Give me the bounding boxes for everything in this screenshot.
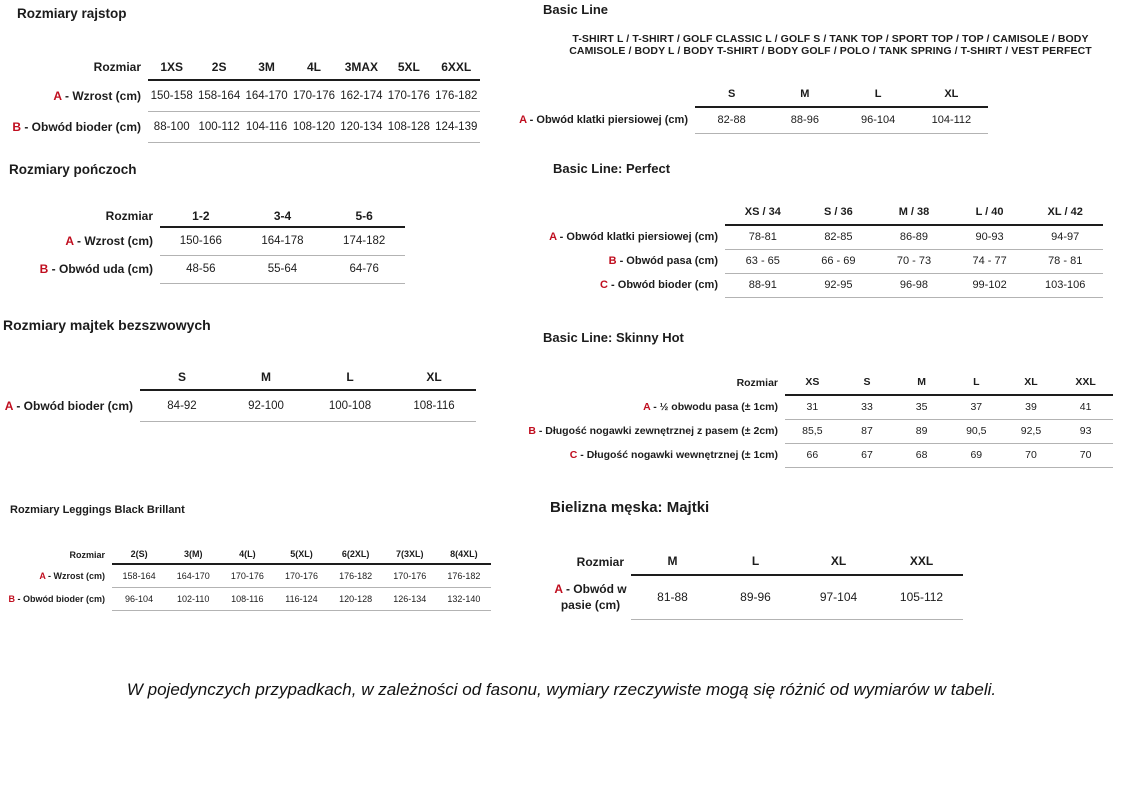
row-letter: B: [8, 593, 15, 604]
column-header: M: [894, 370, 949, 395]
size-corner-label: [505, 200, 725, 225]
size-corner-label: [490, 82, 695, 107]
column-header: S: [840, 370, 895, 395]
row-label-text: - Obwód bioder (cm): [608, 279, 718, 291]
value-cell: 104-116: [243, 111, 290, 142]
basic-line-table: [490, 82, 988, 134]
majtki-meskie-title: Bielizna męska: Majtki: [550, 499, 710, 516]
value-cell: 37: [949, 395, 1004, 419]
column-header: 4L: [290, 54, 337, 80]
value-cell: 90-93: [952, 225, 1028, 249]
row-label: [550, 575, 631, 619]
value-cell: 108-116: [220, 587, 274, 610]
table-header-row: [0, 545, 491, 564]
value-cell: 92-95: [801, 273, 877, 297]
value-cell: 96-104: [112, 587, 166, 610]
table-row: [10, 227, 405, 255]
table-row: [0, 390, 476, 421]
value-cell: 90,5: [949, 419, 1004, 443]
row-label: [0, 564, 112, 587]
value-cell: 33: [840, 395, 895, 419]
row-letter: C: [600, 279, 608, 291]
column-header: 2(S): [112, 545, 166, 564]
row-letter: A: [65, 234, 74, 248]
row-label: [10, 227, 160, 255]
column-header: 5(XL): [274, 545, 328, 564]
table-row: [0, 587, 491, 610]
column-header: XS / 34: [725, 200, 801, 225]
value-cell: 108-116: [392, 390, 476, 421]
footnote-text: W pojedynczych przypadkach, w zależności od fasonu, wymiary rzeczywiste mogą się różnić od wymiarów w tabeli.: [126, 680, 997, 699]
column-header: 6(2XL): [329, 545, 383, 564]
row-label-text: - Wzrost (cm): [73, 234, 153, 248]
value-cell: 170-176: [274, 564, 328, 587]
table-row: [500, 395, 1113, 419]
value-cell: 176-182: [329, 564, 383, 587]
value-cell: 81-88: [631, 575, 714, 619]
row-label-text: - Długość nogawki zewnętrznej z pasem (± 2cm): [535, 425, 778, 437]
value-cell: 108-128: [385, 111, 432, 142]
size-corner-label: Rozmiar: [69, 549, 105, 560]
table-header-row: [550, 548, 963, 575]
value-cell: 78-81: [725, 225, 801, 249]
ponczoch-title: Rozmiary pończoch: [9, 162, 137, 177]
row-label-text: - Wzrost (cm): [45, 570, 105, 581]
value-cell: 100-112: [195, 111, 242, 142]
row-letter: B: [528, 425, 536, 437]
value-cell: 82-85: [801, 225, 877, 249]
value-cell: 170-176: [383, 564, 437, 587]
row-label-text: - Obwód klatki piersiowej (cm): [526, 114, 688, 126]
value-cell: 100-108: [308, 390, 392, 421]
value-cell: 124-139: [433, 111, 480, 142]
row-label: [500, 443, 785, 467]
value-cell: 96-104: [842, 107, 915, 133]
value-cell: 150-166: [160, 227, 242, 255]
column-header: S: [140, 365, 224, 390]
column-header: 3(M): [166, 545, 220, 564]
row-label-text: - Obwód pasa (cm): [616, 255, 718, 267]
value-cell: 69: [949, 443, 1004, 467]
row-label-text: - Obwód bioder (cm): [13, 398, 133, 413]
row-label-text: - ½ obwodu pasa (± 1cm): [650, 401, 778, 413]
value-cell: 89-96: [714, 575, 797, 619]
table-row: [505, 225, 1103, 249]
value-cell: 70: [1004, 443, 1059, 467]
value-cell: 55-64: [242, 255, 324, 283]
value-cell: 89: [894, 419, 949, 443]
row-letter: B: [12, 119, 21, 134]
value-cell: 35: [894, 395, 949, 419]
value-cell: 84-92: [140, 390, 224, 421]
table-row: [490, 107, 988, 133]
row-label-text: - Długość nogawki wewnętrznej (± 1cm): [577, 449, 778, 461]
column-header: L: [842, 82, 915, 107]
value-cell: 164-170: [243, 80, 290, 111]
row-letter: B: [608, 255, 617, 267]
column-header: M: [768, 82, 841, 107]
value-cell: 92-100: [224, 390, 308, 421]
value-cell: 82-88: [695, 107, 768, 133]
leggings-title: Rozmiary Leggings Black Brillant: [10, 504, 185, 516]
column-header: M: [631, 548, 714, 575]
ponczoch-table: [10, 205, 405, 284]
value-cell: 97-104: [797, 575, 880, 619]
column-header: 4(L): [220, 545, 274, 564]
value-cell: 164-178: [242, 227, 324, 255]
value-cell: 92,5: [1004, 419, 1059, 443]
skinny-hot-title: Basic Line: Skinny Hot: [543, 330, 684, 345]
value-cell: 170-176: [220, 564, 274, 587]
row-label-text: - Wzrost (cm): [61, 88, 141, 103]
table-row: [505, 273, 1103, 297]
row-letter: A: [643, 401, 651, 413]
value-cell: 41: [1058, 395, 1113, 419]
value-cell: 176-182: [437, 564, 491, 587]
table-header-row: [505, 200, 1103, 225]
value-cell: 85,5: [785, 419, 840, 443]
value-cell: 120-134: [338, 111, 385, 142]
value-cell: 64-76: [323, 255, 405, 283]
size-corner-label: Rozmiar: [105, 209, 153, 223]
value-cell: 87: [840, 419, 895, 443]
table-row: [0, 564, 491, 587]
value-cell: 66 - 69: [801, 249, 877, 273]
value-cell: 88-96: [768, 107, 841, 133]
table-row: [0, 111, 480, 142]
value-cell: 170-176: [385, 80, 432, 111]
column-header: 3MAX: [338, 54, 385, 80]
value-cell: 31: [785, 395, 840, 419]
row-label-text: - Obwód w pasie (cm): [560, 581, 627, 612]
row-letter: A: [549, 231, 557, 243]
column-header: 1-2: [160, 205, 242, 227]
value-cell: 108-120: [290, 111, 337, 142]
table-row: [500, 419, 1113, 443]
value-cell: 162-174: [338, 80, 385, 111]
column-header: XS: [785, 370, 840, 395]
row-label: [500, 419, 785, 443]
row-label: [10, 255, 160, 283]
row-label: [0, 390, 140, 421]
column-header: 1XS: [148, 54, 195, 80]
value-cell: 104-112: [915, 107, 988, 133]
column-header: XXL: [880, 548, 963, 575]
value-cell: 86-89: [876, 225, 952, 249]
rajstop-title: Rozmiary rajstop: [17, 6, 127, 21]
row-letter: A: [554, 581, 563, 596]
skinny-hot-table: [500, 370, 1113, 468]
table-row: [10, 255, 405, 283]
row-label-text: - Obwód uda (cm): [48, 262, 153, 276]
row-letter: A: [53, 88, 62, 103]
row-label: [505, 273, 725, 297]
row-label-text: - Obwód bioder (cm): [15, 593, 105, 604]
table-row: [0, 80, 480, 111]
value-cell: 176-182: [433, 80, 480, 111]
value-cell: 150-158: [148, 80, 195, 111]
row-letter: A: [519, 114, 527, 126]
column-header: XL: [915, 82, 988, 107]
size-corner-label: Rozmiar: [736, 376, 778, 389]
table-header-row: [0, 365, 476, 390]
value-cell: 116-124: [274, 587, 328, 610]
column-header: 7(3XL): [383, 545, 437, 564]
value-cell: 94-97: [1027, 225, 1103, 249]
value-cell: 39: [1004, 395, 1059, 419]
row-label: [0, 111, 148, 142]
column-header: XL: [392, 365, 476, 390]
row-label: [0, 587, 112, 610]
majtki-bezszwowe-title: Rozmiary majtek bezszwowych: [3, 317, 211, 333]
column-header: S / 36: [801, 200, 877, 225]
value-cell: 66: [785, 443, 840, 467]
value-cell: 48-56: [160, 255, 242, 283]
value-cell: 74 - 77: [952, 249, 1028, 273]
column-header: XL: [797, 548, 880, 575]
value-cell: 102-110: [166, 587, 220, 610]
column-header: 5XL: [385, 54, 432, 80]
value-cell: 63 - 65: [725, 249, 801, 273]
row-label-text: - Obwód klatki piersiowej (cm): [556, 231, 718, 243]
table-row: [500, 443, 1113, 467]
size-corner-label: Rozmiar: [576, 554, 624, 569]
value-cell: 99-102: [952, 273, 1028, 297]
value-cell: 126-134: [383, 587, 437, 610]
column-header: XXL: [1058, 370, 1113, 395]
table-row: [505, 249, 1103, 273]
value-cell: 132-140: [437, 587, 491, 610]
column-header: M / 38: [876, 200, 952, 225]
row-label-text: - Obwód bioder (cm): [21, 119, 141, 134]
row-label: [500, 395, 785, 419]
value-cell: 93: [1058, 419, 1113, 443]
majtki-bezszwowe-table: [0, 365, 476, 422]
value-cell: 158-164: [112, 564, 166, 587]
column-header: XL / 42: [1027, 200, 1103, 225]
column-header: 3-4: [242, 205, 324, 227]
column-header: XL: [1004, 370, 1059, 395]
basic-line-title: Basic Line: [543, 2, 609, 17]
column-header: L: [714, 548, 797, 575]
value-cell: 96-98: [876, 273, 952, 297]
value-cell: 103-106: [1027, 273, 1103, 297]
table-header-row: [0, 54, 480, 80]
size-corner-label: [0, 365, 140, 390]
value-cell: 88-100: [148, 111, 195, 142]
rajstop-table: [0, 54, 480, 143]
column-header: L: [308, 365, 392, 390]
column-header: M: [224, 365, 308, 390]
basic-line-product-list: T-SHIRT L / T-SHIRT / GOLF CLASSIC L / GOLF S / TANK TOP / SPORT TOP / TOP / CAMISOLE / BODY CAMISOLE / BODY L / BODY T-SHIRT / BODY GOLF / POLO / TANK SPRING / T-SHIRT / VEST PERFECT: [569, 33, 1092, 58]
row-label: [490, 107, 695, 133]
table-header-row: [500, 370, 1113, 395]
table-header-row: [490, 82, 988, 107]
value-cell: 78 - 81: [1027, 249, 1103, 273]
row-letter: A: [39, 570, 46, 581]
majtki-meskie-table: [550, 548, 963, 620]
value-cell: 70: [1058, 443, 1113, 467]
table-row: [550, 575, 963, 619]
column-header: L: [949, 370, 1004, 395]
value-cell: 120-128: [329, 587, 383, 610]
column-header: 3M: [243, 54, 290, 80]
size-corner-label: Rozmiar: [93, 60, 141, 74]
column-header: 2S: [195, 54, 242, 80]
perfect-table: [505, 200, 1103, 298]
value-cell: 174-182: [323, 227, 405, 255]
column-header: 6XXL: [433, 54, 480, 80]
column-header: L / 40: [952, 200, 1028, 225]
row-label: [505, 249, 725, 273]
value-cell: 164-170: [166, 564, 220, 587]
column-header: S: [695, 82, 768, 107]
perfect-title: Basic Line: Perfect: [553, 161, 671, 176]
column-header: 5-6: [323, 205, 405, 227]
value-cell: 105-112: [880, 575, 963, 619]
leggings-table: [0, 545, 491, 611]
value-cell: 88-91: [725, 273, 801, 297]
value-cell: 158-164: [195, 80, 242, 111]
row-label: [505, 225, 725, 249]
row-letter: A: [4, 398, 13, 413]
row-label: [0, 80, 148, 111]
column-header: 8(4XL): [437, 545, 491, 564]
value-cell: 70 - 73: [876, 249, 952, 273]
row-letter: C: [569, 449, 578, 461]
value-cell: 170-176: [290, 80, 337, 111]
row-letter: B: [39, 262, 49, 276]
value-cell: 68: [894, 443, 949, 467]
table-header-row: [10, 205, 405, 227]
value-cell: 67: [840, 443, 895, 467]
